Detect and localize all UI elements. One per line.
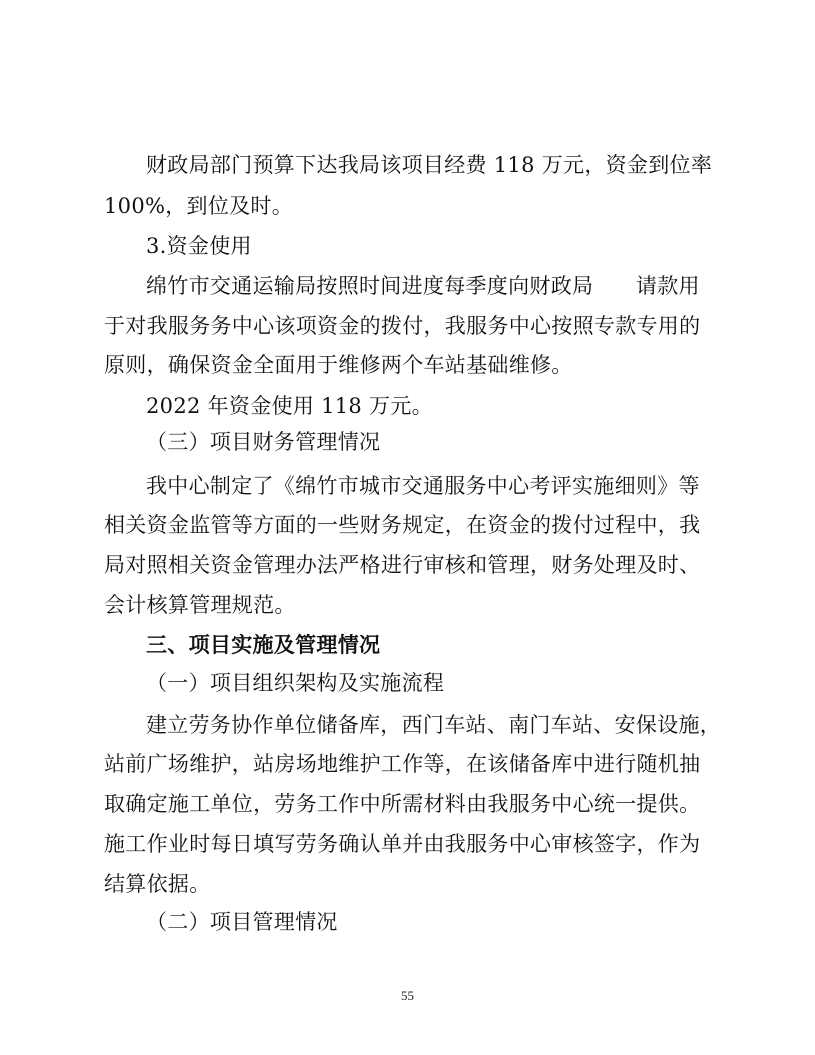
paragraph-line: 相关资金监管等方面的一些财务规定，在资金的拨付过程中，我 <box>104 513 701 537</box>
paragraph-line: 财政局部门预算下达我局该项目经费 118 万元，资金到位率 <box>146 153 713 177</box>
paragraph-line: 于对我服务务中心该项资金的拨付，我服务中心按照专款专用的 <box>104 314 701 338</box>
paragraph-line: 建立劳务协作单位储备库，西门车站、南门车站、安保设施， <box>146 713 722 737</box>
paragraph-line: 2022 年资金使用 118 万元。 <box>146 394 433 418</box>
page-number: 55 <box>401 988 414 1003</box>
paragraph-line: 取确定施工单位，劳务工作中所需材料由我服务中心统一提供。 <box>104 792 701 816</box>
section-heading: 三、项目实施及管理情况 <box>146 633 381 657</box>
section-subheading: （二）项目管理情况 <box>146 910 338 934</box>
paragraph-line: 结算依据。 <box>104 872 211 896</box>
paragraph-line: 原则，确保资金全面用于维修两个车站基础维修。 <box>104 353 573 377</box>
paragraph-line: 局对照相关资金管理办法严格进行审核和管理，财务处理及时、 <box>104 553 701 577</box>
paragraph-line: 站前广场维护，站房场地维护工作等，在该储备库中进行随机抽 <box>104 752 701 776</box>
section-subtitle: 3.资金使用 <box>146 234 252 258</box>
paragraph-line: 绵竹市交通运输局按照时间进度每季度向财政局 请款用 <box>146 274 700 298</box>
paragraph-line: 会计核算管理规范。 <box>104 593 296 617</box>
section-subheading: （三）项目财务管理情况 <box>146 430 381 454</box>
paragraph-line: 100%，到位及时。 <box>104 194 294 218</box>
paragraph-line: 我中心制定了《绵竹市城市交通服务中心考评实施细则》等 <box>146 474 700 498</box>
section-subheading: （一）项目组织架构及实施流程 <box>146 671 445 695</box>
paragraph-line: 施工作业时每日填写劳务确认单并由我服务中心审核签字，作为 <box>104 832 701 856</box>
